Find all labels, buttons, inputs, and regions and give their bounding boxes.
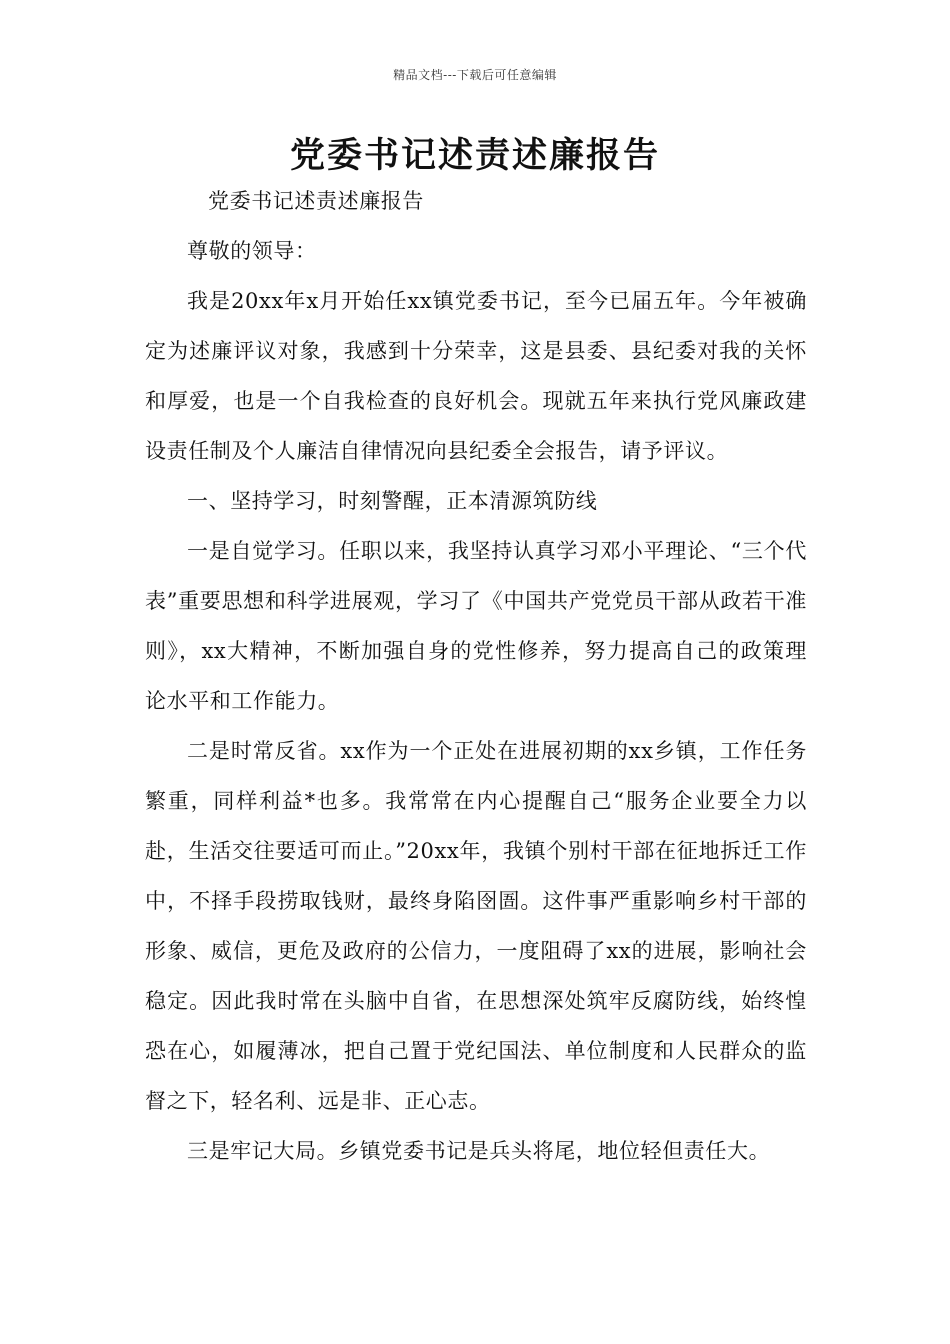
- body-paragraph: 我是20xx年x月开始任xx镇党委书记，至今已届五年。今年被确定为述廉评议对象，我感到十分荣幸，这是县委、县纪委对我的关怀和厚爱，也是一个自我检查的良好机会。现就五年来执行党风廉政建设责任制及个人廉洁自律情况向县纪委全会报告，请予评议。: [145, 289, 807, 463]
- salutation-paragraph: 尊敬的领导：: [187, 239, 317, 263]
- document-title: 党委书记述责述廉报告: [289, 135, 660, 176]
- header-note: 精品文档---下载后可任意编辑: [393, 68, 557, 82]
- body-paragraph: 三是牢记大局。乡镇党委书记是兵头将尾，地位轻但责任大。: [187, 1139, 771, 1163]
- body-paragraph: 一是自觉学习。任职以来，我坚持认真学习邓小平理论、“三个代表”重要思想和科学进展观，学习了《中国共产党党员干部从政若干准则》，xx大精神，不断加强自身的党性修养，努力提高自己的政策理论水平和工作能力。: [145, 539, 807, 713]
- subtitle-paragraph: 党委书记述责述廉报告: [208, 189, 424, 213]
- document-body: [145, 176, 807, 1176]
- body-paragraph: 二是时常反省。xx作为一个正处在进展初期的xx乡镇，工作任务繁重，同样利益*也多。我常常在内心提醒自己“服务企业要全力以赴，生活交往要适可而止。”20xx年，我镇个别村干部在征地拆迁工作中，不择手段捞取钱财，最终身陷囹圄。这件事严重影响乡村干部的形象、威信，更危及政府的公信力，一度阻碍了xx的进展，影响社会稳定。因此我时常在头脑中自省，在思想深处筑牢反腐防线，始终惶恐在心，如履薄冰，把自己置于党纪国法、单位制度和人民群众的监督之下，轻名利、远是非、正心志。: [145, 739, 807, 1113]
- section-heading: 一、坚持学习，时刻警醒，正本清源筑防线: [187, 489, 598, 513]
